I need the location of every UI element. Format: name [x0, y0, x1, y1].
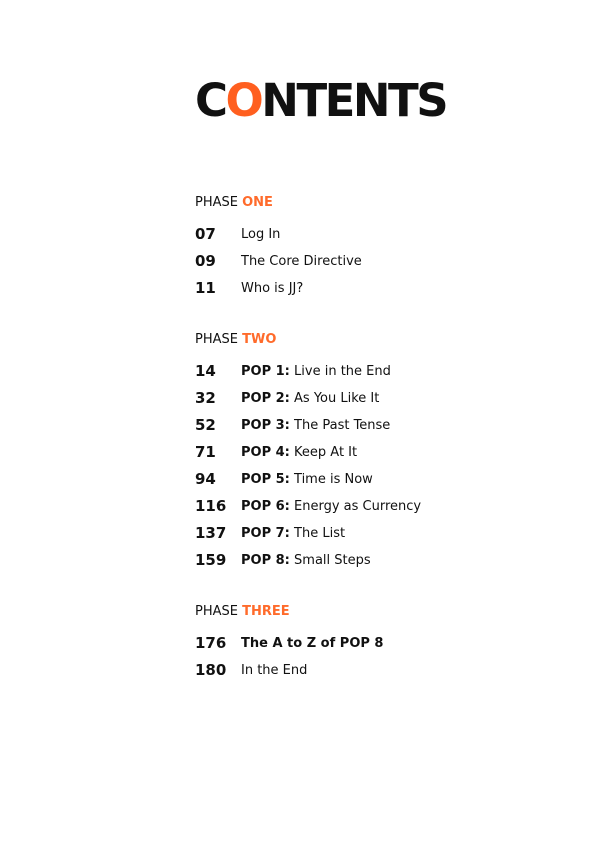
- entry-title: Keep At It: [294, 445, 358, 460]
- phase-three-entries: [195, 634, 384, 688]
- entry-prefix: POP 3:: [241, 418, 290, 433]
- page-number: 94: [195, 470, 216, 488]
- page-number: 09: [195, 252, 216, 270]
- page-number: 52: [195, 416, 216, 434]
- entry-text: [241, 280, 303, 298]
- entry-prefix: POP 4:: [241, 445, 290, 460]
- phase-label: PHASE: [195, 604, 238, 619]
- entry-title: The A to Z of POP 8: [241, 636, 384, 651]
- entry-text: [241, 552, 371, 570]
- toc-entry[interactable]: [195, 443, 358, 470]
- phase-number: TWO: [242, 332, 277, 347]
- entry-prefix: POP 2:: [241, 391, 290, 406]
- entry-text: [241, 662, 307, 680]
- phase-label: PHASE: [195, 195, 238, 210]
- toc-entry[interactable]: [195, 362, 391, 389]
- entry-prefix: POP 8:: [241, 553, 290, 568]
- entry-title: Time is Now: [294, 472, 373, 487]
- toc-entry[interactable]: [195, 497, 422, 524]
- entry-text: [241, 635, 383, 653]
- phase-three-section: [195, 603, 384, 688]
- phase-heading: [195, 603, 290, 621]
- entry-title: The Past Tense: [294, 418, 391, 433]
- entry-prefix: POP 5:: [241, 472, 290, 487]
- toc-entry[interactable]: [195, 252, 362, 279]
- page-number: 71: [195, 443, 216, 461]
- toc-entry[interactable]: [195, 389, 380, 416]
- toc-entry[interactable]: [195, 524, 346, 551]
- entry-text: [241, 417, 390, 435]
- title-rest: NTENTS: [261, 74, 447, 127]
- toc-entry[interactable]: [195, 551, 371, 578]
- page-number: 116: [195, 497, 227, 515]
- toc-entry[interactable]: [195, 634, 384, 661]
- entry-title: In the End: [241, 663, 308, 678]
- entry-title: Live in the End: [294, 364, 391, 379]
- toc-entry[interactable]: [195, 470, 373, 497]
- entry-text: [241, 444, 357, 462]
- phase-one-section: [195, 194, 362, 306]
- entry-title: Energy as Currency: [294, 499, 422, 514]
- page-title: [195, 73, 446, 129]
- entry-text: [241, 363, 391, 381]
- entry-title: The Core Directive: [241, 254, 362, 269]
- page-number: 180: [195, 661, 227, 679]
- entry-text: [241, 525, 345, 543]
- page-number: 176: [195, 634, 227, 652]
- entry-text: [241, 253, 362, 271]
- entry-title: Log In: [241, 227, 281, 242]
- phase-heading: [195, 331, 276, 349]
- toc-entry[interactable]: [195, 279, 304, 306]
- phase-number: ONE: [242, 195, 273, 210]
- entry-text: [241, 498, 421, 516]
- page-number: 32: [195, 389, 216, 407]
- page-number: 137: [195, 524, 227, 542]
- page-number: 159: [195, 551, 227, 569]
- title-accent-letter: O: [225, 74, 262, 127]
- entry-prefix: POP 6:: [241, 499, 290, 514]
- entry-title: As You Like It: [294, 391, 380, 406]
- page-number: 07: [195, 225, 216, 243]
- phase-heading: [195, 194, 273, 212]
- entry-text: [241, 226, 280, 244]
- entry-title: Small Steps: [294, 553, 371, 568]
- phase-label: PHASE: [195, 332, 238, 347]
- entry-title: Who is JJ?: [241, 281, 304, 296]
- toc-entry[interactable]: [195, 661, 308, 688]
- phase-two-section: [195, 331, 422, 578]
- phase-number: THREE: [242, 604, 290, 619]
- title-lead: C: [195, 74, 226, 127]
- entry-title: The List: [294, 526, 346, 541]
- entry-prefix: POP 7:: [241, 526, 290, 541]
- phase-two-entries: [195, 362, 422, 578]
- toc-entry[interactable]: [195, 225, 281, 252]
- page-number: 14: [195, 362, 216, 380]
- toc-entry[interactable]: [195, 416, 391, 443]
- entry-text: [241, 471, 373, 489]
- phase-one-entries: [195, 225, 362, 306]
- page-number: 11: [195, 279, 216, 297]
- entry-text: [241, 390, 379, 408]
- entry-prefix: POP 1:: [241, 364, 290, 379]
